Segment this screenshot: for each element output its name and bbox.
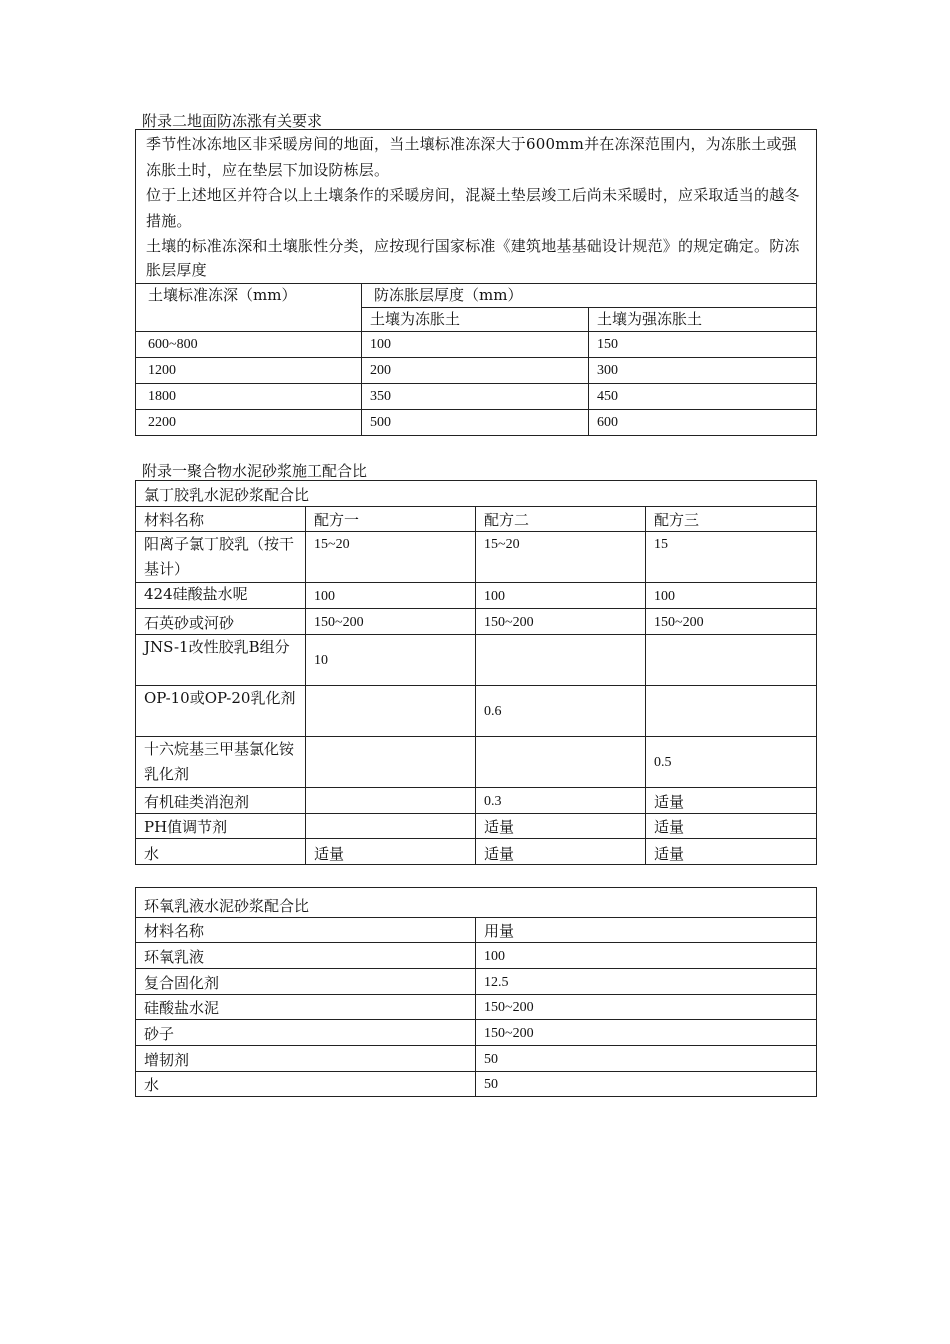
table-row xyxy=(136,358,817,384)
header-formula-2: 配方二 xyxy=(476,507,646,532)
cell: 2200 xyxy=(136,410,362,436)
cell: 600 xyxy=(589,410,817,436)
cell: 水 xyxy=(136,1072,476,1097)
cell: 适量 xyxy=(646,839,817,865)
section1-title: 附录一聚合物水泥砂浆施工配合比 xyxy=(142,462,368,480)
table-row xyxy=(136,384,817,410)
cell: 100 xyxy=(646,583,817,609)
frost-heave-table xyxy=(135,129,817,436)
cell: 150~200 xyxy=(476,609,646,635)
table-row xyxy=(136,410,817,436)
cell: 1200 xyxy=(136,358,362,384)
cell: 适量 xyxy=(646,788,817,814)
cell: 适量 xyxy=(306,839,476,865)
cell: 300 xyxy=(589,358,817,384)
cell: 1800 xyxy=(136,384,362,410)
cell: 50 xyxy=(476,1046,817,1072)
header-formula-3: 配方三 xyxy=(646,507,817,532)
header-amount: 用量 xyxy=(476,918,817,943)
subheader-frost-soil: 土壤为冻胀土 xyxy=(362,308,589,332)
cell: 硅酸盐水泥 xyxy=(136,995,476,1020)
cell: 石英砂或河砂 xyxy=(136,609,306,635)
cell: 0.6 xyxy=(476,686,646,737)
table-row xyxy=(136,1072,817,1097)
table-row xyxy=(136,943,817,969)
section2-title: 附录二地面防冻涨有关要求 xyxy=(142,112,323,130)
table-row xyxy=(136,969,817,995)
intro-paragraph: 位于上述地区并符合以上土壤条作的采暖房间，混凝土垫层竣工后尚未采暖时，应采取适当的越冬措施。 xyxy=(146,186,800,230)
neoprene-mortar-table xyxy=(135,480,817,865)
table-row xyxy=(136,609,817,635)
table-title: 氯丁胶乳水泥砂浆配合比 xyxy=(136,481,817,507)
cell xyxy=(306,737,476,788)
cell: 100 xyxy=(476,943,817,969)
table-row xyxy=(136,814,817,839)
table-title: 环氧乳液水泥砂浆配合比 xyxy=(136,888,817,918)
table-row xyxy=(136,995,817,1020)
cell: 阳离子氯丁胶乳（按干基计） xyxy=(136,532,306,583)
table-row xyxy=(136,1020,817,1046)
cell: PH值调节剂 xyxy=(136,814,306,839)
cell: JNS-1改性胶乳B组分 xyxy=(136,635,306,686)
cell: 150~200 xyxy=(476,1020,817,1046)
cell: 适量 xyxy=(476,839,646,865)
cell: 50 xyxy=(476,1072,817,1097)
cell: 200 xyxy=(362,358,589,384)
cell: 十六烷基三甲基氯化铵乳化剂 xyxy=(136,737,306,788)
intro-text xyxy=(136,130,817,284)
cell: OP-10或OP-20乳化剂 xyxy=(136,686,306,737)
cell: 0.3 xyxy=(476,788,646,814)
table-row xyxy=(136,839,817,865)
table-row xyxy=(136,332,817,358)
cell: 424硅酸盐水呢 xyxy=(136,583,306,609)
cell: 150~200 xyxy=(646,609,817,635)
intro-paragraph: 季节性冰冻地区非采暖房间的地面，当土壤标准冻深大于600mm并在冻深范围内，为冻胀土或强冻胀土时，应在垫层下加设防栋层。 xyxy=(146,135,797,179)
cell xyxy=(306,788,476,814)
cell: 砂子 xyxy=(136,1020,476,1046)
cell xyxy=(476,737,646,788)
cell: 150~200 xyxy=(476,995,817,1020)
table-row xyxy=(136,532,817,583)
table-row xyxy=(136,686,817,737)
cell: 水 xyxy=(136,839,306,865)
table-row xyxy=(136,737,817,788)
header-material: 材料名称 xyxy=(136,918,476,943)
table-row xyxy=(136,1046,817,1072)
epoxy-mortar-table xyxy=(135,887,817,1097)
cell: 100 xyxy=(476,583,646,609)
cell: 500 xyxy=(362,410,589,436)
cell xyxy=(476,635,646,686)
table-row xyxy=(136,788,817,814)
table-row xyxy=(136,635,817,686)
header-material: 材料名称 xyxy=(136,507,306,532)
cell: 100 xyxy=(306,583,476,609)
cell: 12.5 xyxy=(476,969,817,995)
cell xyxy=(306,686,476,737)
cell: 15~20 xyxy=(476,532,646,583)
header-layer-thickness: 防冻胀层厚度（mm） xyxy=(362,284,817,308)
cell: 150 xyxy=(589,332,817,358)
cell: 适量 xyxy=(646,814,817,839)
cell: 环氧乳液 xyxy=(136,943,476,969)
cell: 15 xyxy=(646,532,817,583)
cell: 150~200 xyxy=(306,609,476,635)
subheader-strong-frost-soil: 土壤为强冻胀土 xyxy=(589,308,817,332)
cell: 15~20 xyxy=(306,532,476,583)
cell: 600~800 xyxy=(136,332,362,358)
cell xyxy=(646,686,817,737)
cell xyxy=(306,814,476,839)
cell: 增韧剂 xyxy=(136,1046,476,1072)
table-row xyxy=(136,583,817,609)
cell xyxy=(646,635,817,686)
cell: 100 xyxy=(362,332,589,358)
header-formula-1: 配方一 xyxy=(306,507,476,532)
cell: 适量 xyxy=(476,814,646,839)
header-frost-depth: 土壤标准冻深（mm） xyxy=(136,284,362,332)
cell: 有机硅类消泡剂 xyxy=(136,788,306,814)
cell: 0.5 xyxy=(646,737,817,788)
intro-paragraph: 土壤的标准冻深和土壤胀性分类，应按现行国家标准《建筑地基基础设计规范》的规定确定。防冻胀层厚度 xyxy=(146,237,800,279)
cell: 10 xyxy=(306,635,476,686)
cell: 450 xyxy=(589,384,817,410)
cell: 350 xyxy=(362,384,589,410)
cell: 复合固化剂 xyxy=(136,969,476,995)
